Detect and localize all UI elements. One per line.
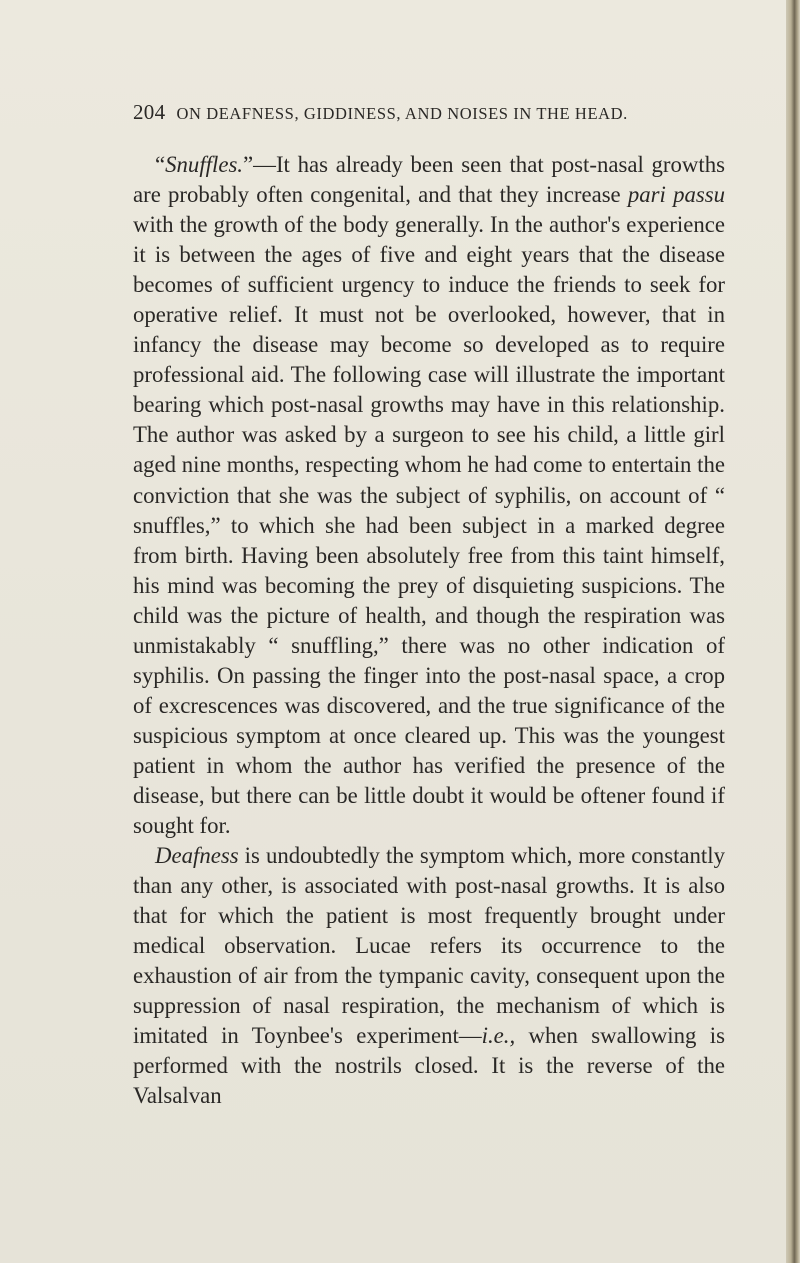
page-number: 204 <box>133 100 166 124</box>
body-text <box>133 150 725 1112</box>
page-binding-edge <box>786 0 800 1263</box>
open-quote: “ <box>155 152 166 177</box>
running-head <box>133 100 733 125</box>
paragraph-text: when swallowing is performed with the nostrils closed. It is the reverse of the Valsalvan <box>133 1023 725 1109</box>
section-heading-snuffles: Snuffles. <box>165 152 244 177</box>
paragraph-text: is undoubtedly the symptom which, more constantly than any other, is associated with post-nasal growths. It is also that for which the patient is most frequently brought under medical observation. Lucae refers its occurrence to the exhaustion of air from the tympanic cavity, consequent upon the suppression of nasal respiration, the mechanism of which is imitated in Toynbee's experiment— <box>133 843 725 1049</box>
paragraph-text: It has already been seen that post-nasal growths are probably often congenital, and that they increase <box>133 152 725 208</box>
section-heading-deafness: Deafness <box>155 843 239 869</box>
paragraph-deafness <box>133 841 725 1111</box>
italic-phrase: pari passu <box>627 182 726 208</box>
paragraph-snuffles <box>133 150 725 841</box>
running-title: ON DEAFNESS, GIDDINESS, AND NOISES IN THE HEAD. <box>176 104 628 123</box>
italic-phrase: i.e., <box>481 1023 516 1049</box>
close-quote-dash: ”— <box>243 152 276 177</box>
paragraph-text: with the growth of the body generally. In the author's experience it is between the ages of five and eight years that the disease becomes of sufficient urgency to induce the friends to seek for operative relief. It must not be overlooked, however, that in infancy the disease may become so developed as to require professional aid. The following case will illustrate the important bearing which post-nasal growths may have in this relationship. The author was asked by a surgeon to see his child, a little girl aged nine months, respecting whom he had come to entertain the conviction that she was the subject of syphilis, on account of “ snuffles,” to which she had been subject in a marked degree from birth. Having been absolutely free from this taint himself, his mind was becoming the prey of disquieting suspicions. The child was the picture of health, and though the respiration was unmistakably “ snuffling,” there was no other indication of syphilis. On passing the finger into the post-nasal space, a crop of excrescences was discovered, and the true significance of the suspicious symptom at once cleared up. This was the youngest patient in whom the author has verified the presence of the disease, but there can be little doubt it would be oftener found if sought for. <box>133 212 725 839</box>
